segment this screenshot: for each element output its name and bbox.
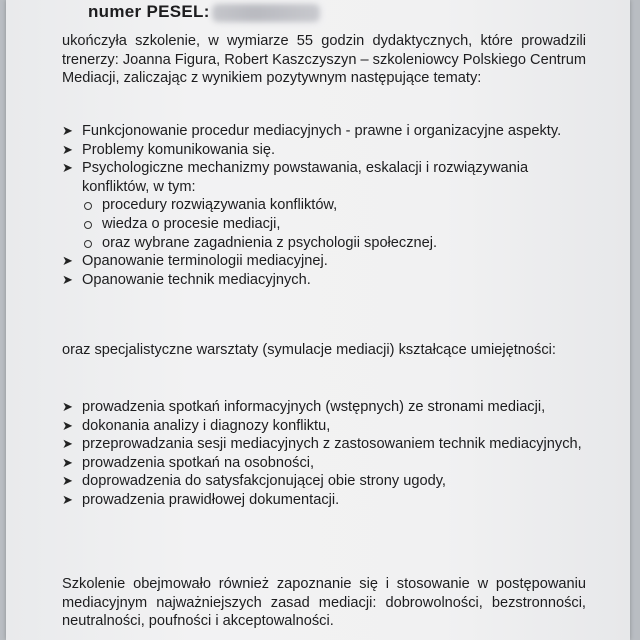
arrow-bullet-icon: ➤ xyxy=(62,417,73,433)
arrow-bullet-icon: ➤ xyxy=(62,436,73,452)
arrow-bullet-icon: ➤ xyxy=(62,123,73,138)
arrow-bullet-icon: ➤ xyxy=(62,491,73,507)
list-item xyxy=(62,454,586,473)
certificate-page xyxy=(6,0,630,640)
workshop-text: dokonania analizy i diagnozy konfliktu, xyxy=(82,417,331,434)
arrow-bullet-icon: ➤ xyxy=(62,271,73,287)
list-item xyxy=(62,435,586,454)
list-item xyxy=(62,271,586,290)
list-item xyxy=(62,491,586,510)
workshops-list xyxy=(62,398,586,510)
workshop-text: doprowadzenia do satysfakcjonującej obie strony ugody, xyxy=(82,473,446,490)
pesel-line xyxy=(88,2,320,22)
topic-text: Funkcjonowanie procedur mediacyjnych - prawne i organizacyjne aspekty. xyxy=(82,123,562,139)
arrow-bullet-icon: ➤ xyxy=(62,454,73,470)
list-item xyxy=(62,417,586,436)
sub-list-item xyxy=(62,215,586,234)
list-item xyxy=(62,398,586,417)
workshops-intro: oraz specjalistyczne warsztaty (symulacje mediacji) kształcące umiejętności: xyxy=(62,342,556,358)
subtopic-text: procedury rozwiązywania konfliktów, xyxy=(102,197,338,214)
topics-list xyxy=(62,122,586,289)
intro-paragraph: ukończyła szkolenie, w wymiarze 55 godzin dydaktycznych, które prowadzili trenerzy: Joanna Figura, Robert Kaszczyszyn – szkoleniowcy Polskiego Centrum Mediacji, zaliczając z wynikiem pozytywnym następujące tematy: xyxy=(62,33,586,87)
topic-text: Problemy komunikowania się. xyxy=(82,141,276,158)
subtopic-text: wiedza o procesie mediacji, xyxy=(102,215,281,232)
list-item xyxy=(62,252,586,271)
list-item xyxy=(62,122,586,141)
arrow-bullet-icon: ➤ xyxy=(62,160,73,176)
circle-bullet-icon xyxy=(84,240,92,248)
topic-text: Opanowanie technik mediacyjnych. xyxy=(82,271,311,288)
workshop-text: prowadzenia spotkań informacyjnych (wstępnych) ze stronami mediacji, xyxy=(82,399,546,415)
sub-list-item xyxy=(62,234,586,253)
subtopic-text: oraz wybrane zagadnienia z psychologii społecznej. xyxy=(102,234,438,251)
arrow-bullet-icon: ➤ xyxy=(62,399,73,414)
workshop-text: prowadzenia spotkań na osobności, xyxy=(82,454,315,471)
list-item xyxy=(62,159,586,196)
topic-text: Psychologiczne mechanizmy powstawania, eskalacji i rozwiązywania konfliktów, w tym: xyxy=(82,160,529,195)
circle-bullet-icon xyxy=(84,221,92,229)
list-item xyxy=(62,472,586,491)
arrow-bullet-icon: ➤ xyxy=(62,141,73,157)
topic-text: Opanowanie terminologii mediacyjnej. xyxy=(82,253,328,270)
pesel-label: numer PESEL: xyxy=(88,2,210,21)
outro-paragraph: Szkolenie obejmowało również zapoznanie się i stosowanie w postępowaniu mediacyjnym najważniejszych zasad mediacji: dobrowolności, bezstronności, neutralności, poufności i akceptowalności. xyxy=(62,576,586,630)
workshop-text: prowadzenia prawidłowej dokumentacji. xyxy=(82,491,340,508)
workshop-text: przeprowadzania sesji mediacyjnych z zastosowaniem technik mediacyjnych, xyxy=(82,436,582,453)
arrow-bullet-icon: ➤ xyxy=(62,253,73,269)
sub-list-item xyxy=(62,196,586,215)
pesel-redacted-value xyxy=(212,4,320,22)
arrow-bullet-icon: ➤ xyxy=(62,473,73,489)
list-item xyxy=(62,141,586,160)
circle-bullet-icon xyxy=(84,202,92,210)
